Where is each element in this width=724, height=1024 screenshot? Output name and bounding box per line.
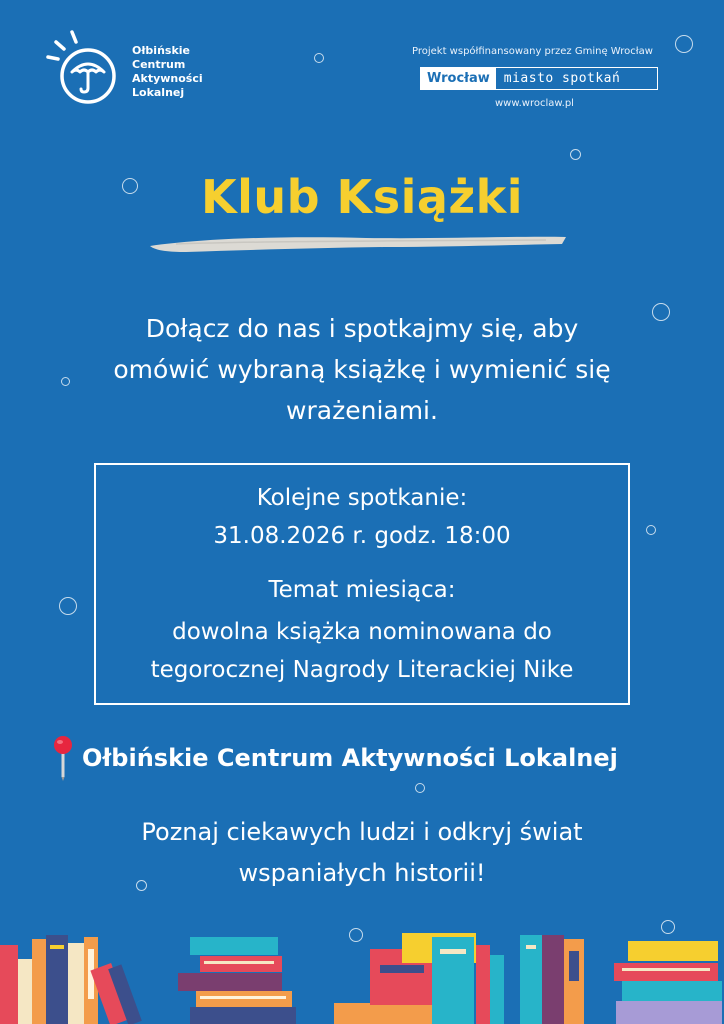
logo-line: Lokalnej	[132, 86, 185, 99]
bubble-decoration	[570, 149, 581, 160]
intro-line: omówić wybraną książkę i wymienić się	[113, 355, 611, 384]
closing-text	[60, 812, 664, 894]
next-meeting-date: 31.08.2026 r. godz. 18:00	[213, 523, 511, 549]
topic-text: dowolna książka nominowana do	[172, 619, 552, 645]
closing-line: Poznaj ciekawych ludzi i odkryj świat	[141, 818, 583, 846]
bubble-decoration	[646, 525, 656, 535]
brush-stroke-underline	[146, 232, 570, 256]
intro-line: Dołącz do nas i spotkajmy się, aby	[145, 314, 579, 343]
wroclaw-city-name: Wrocław	[421, 68, 496, 89]
wroclaw-slogan: miasto spotkań	[503, 71, 621, 86]
intro-text	[60, 308, 664, 431]
wroclaw-logo	[420, 67, 658, 90]
logo-line: Centrum	[132, 58, 186, 71]
umbrella-sun-icon	[46, 28, 116, 108]
meeting-info-box	[94, 463, 630, 705]
bubble-decoration	[415, 783, 425, 793]
book-stack-center-right	[520, 935, 584, 1024]
location-name: Ołbińskie Centrum Aktywności Lokalnej	[82, 744, 618, 772]
book-stack-center-left	[178, 937, 296, 1024]
books-illustration	[0, 925, 724, 1024]
bubble-decoration	[675, 35, 693, 53]
book-stack-right	[614, 941, 722, 1024]
book-stack-left	[0, 935, 142, 1024]
location	[52, 735, 618, 781]
next-meeting-label: Kolejne spotkanie:	[256, 485, 468, 511]
topic-text: tegorocznej Nagrody Literackiej Nike	[150, 657, 574, 683]
closing-line: wspaniałych historii!	[238, 859, 486, 887]
cofunding-note: Projekt współfinansowany przez Gminę Wrocław	[412, 46, 653, 57]
logo-line: Ołbińskie	[132, 44, 191, 57]
book-stack-center	[334, 933, 504, 1024]
logo-text	[132, 44, 242, 100]
intro-line: wrażeniami.	[286, 396, 438, 425]
logo-line: Aktywności	[132, 72, 203, 85]
page-title: Klub Książki	[200, 170, 524, 224]
bubble-decoration	[59, 597, 77, 615]
topic-label: Temat miesiąca:	[268, 577, 456, 603]
website-link[interactable]: www.wroclaw.pl	[495, 98, 574, 109]
map-pin-icon	[52, 735, 74, 781]
bubble-decoration	[314, 53, 324, 63]
